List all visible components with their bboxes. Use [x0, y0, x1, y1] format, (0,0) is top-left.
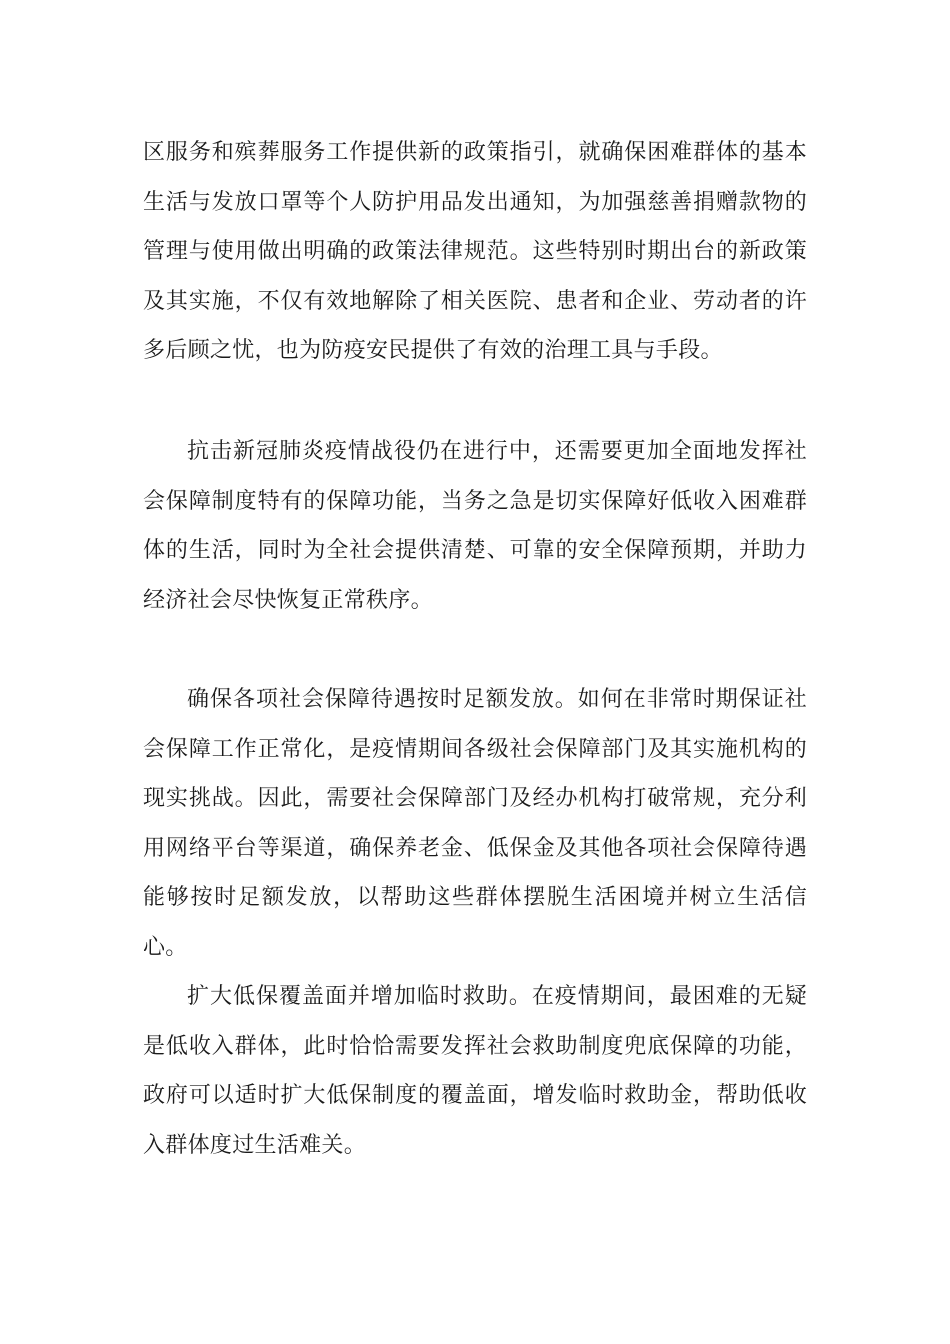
paragraph-expand-subsistence: 扩大低保覆盖面并增加临时救助。在疫情期间，最困难的无疑是低收入群体，此时恰恰需要发挥社会救助制度兜底保障的功能，政府可以适时扩大低保制度的覆盖面，增发临时救助金，帮助低收入群体度过生活难关。	[143, 984, 807, 1158]
paragraph-fight-epidemic: 抗击新冠肺炎疫情战役仍在进行中，还需要更加全面地发挥社会保障制度特有的保障功能，当务之急是切实保障好低收入困难群体的生活，同时为全社会提供清楚、可靠的安全保障预期，并助力经济社会尽快恢复正常秩序。	[143, 439, 807, 613]
paragraph-benefits-on-time: 确保各项社会保障待遇按时足额发放。如何在非常时期保证社会保障工作正常化，是疫情期间各级社会保障部门及其实施机构的现实挑战。因此，需要社会保障部门及经办机构打破常规，充分利用网络平台等渠道，确保养老金、低保金及其他各项社会保障待遇能够按时足额发放，以帮助这些群体摆脱生活困境并树立生活信心。	[143, 687, 807, 960]
paragraph-continuation: 区服务和殡葬服务工作提供新的政策指引，就确保困难群体的基本生活与发放口罩等个人防护用品发出通知，为加强慈善捐赠款物的管理与使用做出明确的政策法律规范。这些特别时期出台的新政策及其实施，不仅有效地解除了相关医院、患者和企业、劳动者的许多后顾之忧，也为防疫安民提供了有效的治理工具与手段。	[143, 140, 807, 364]
